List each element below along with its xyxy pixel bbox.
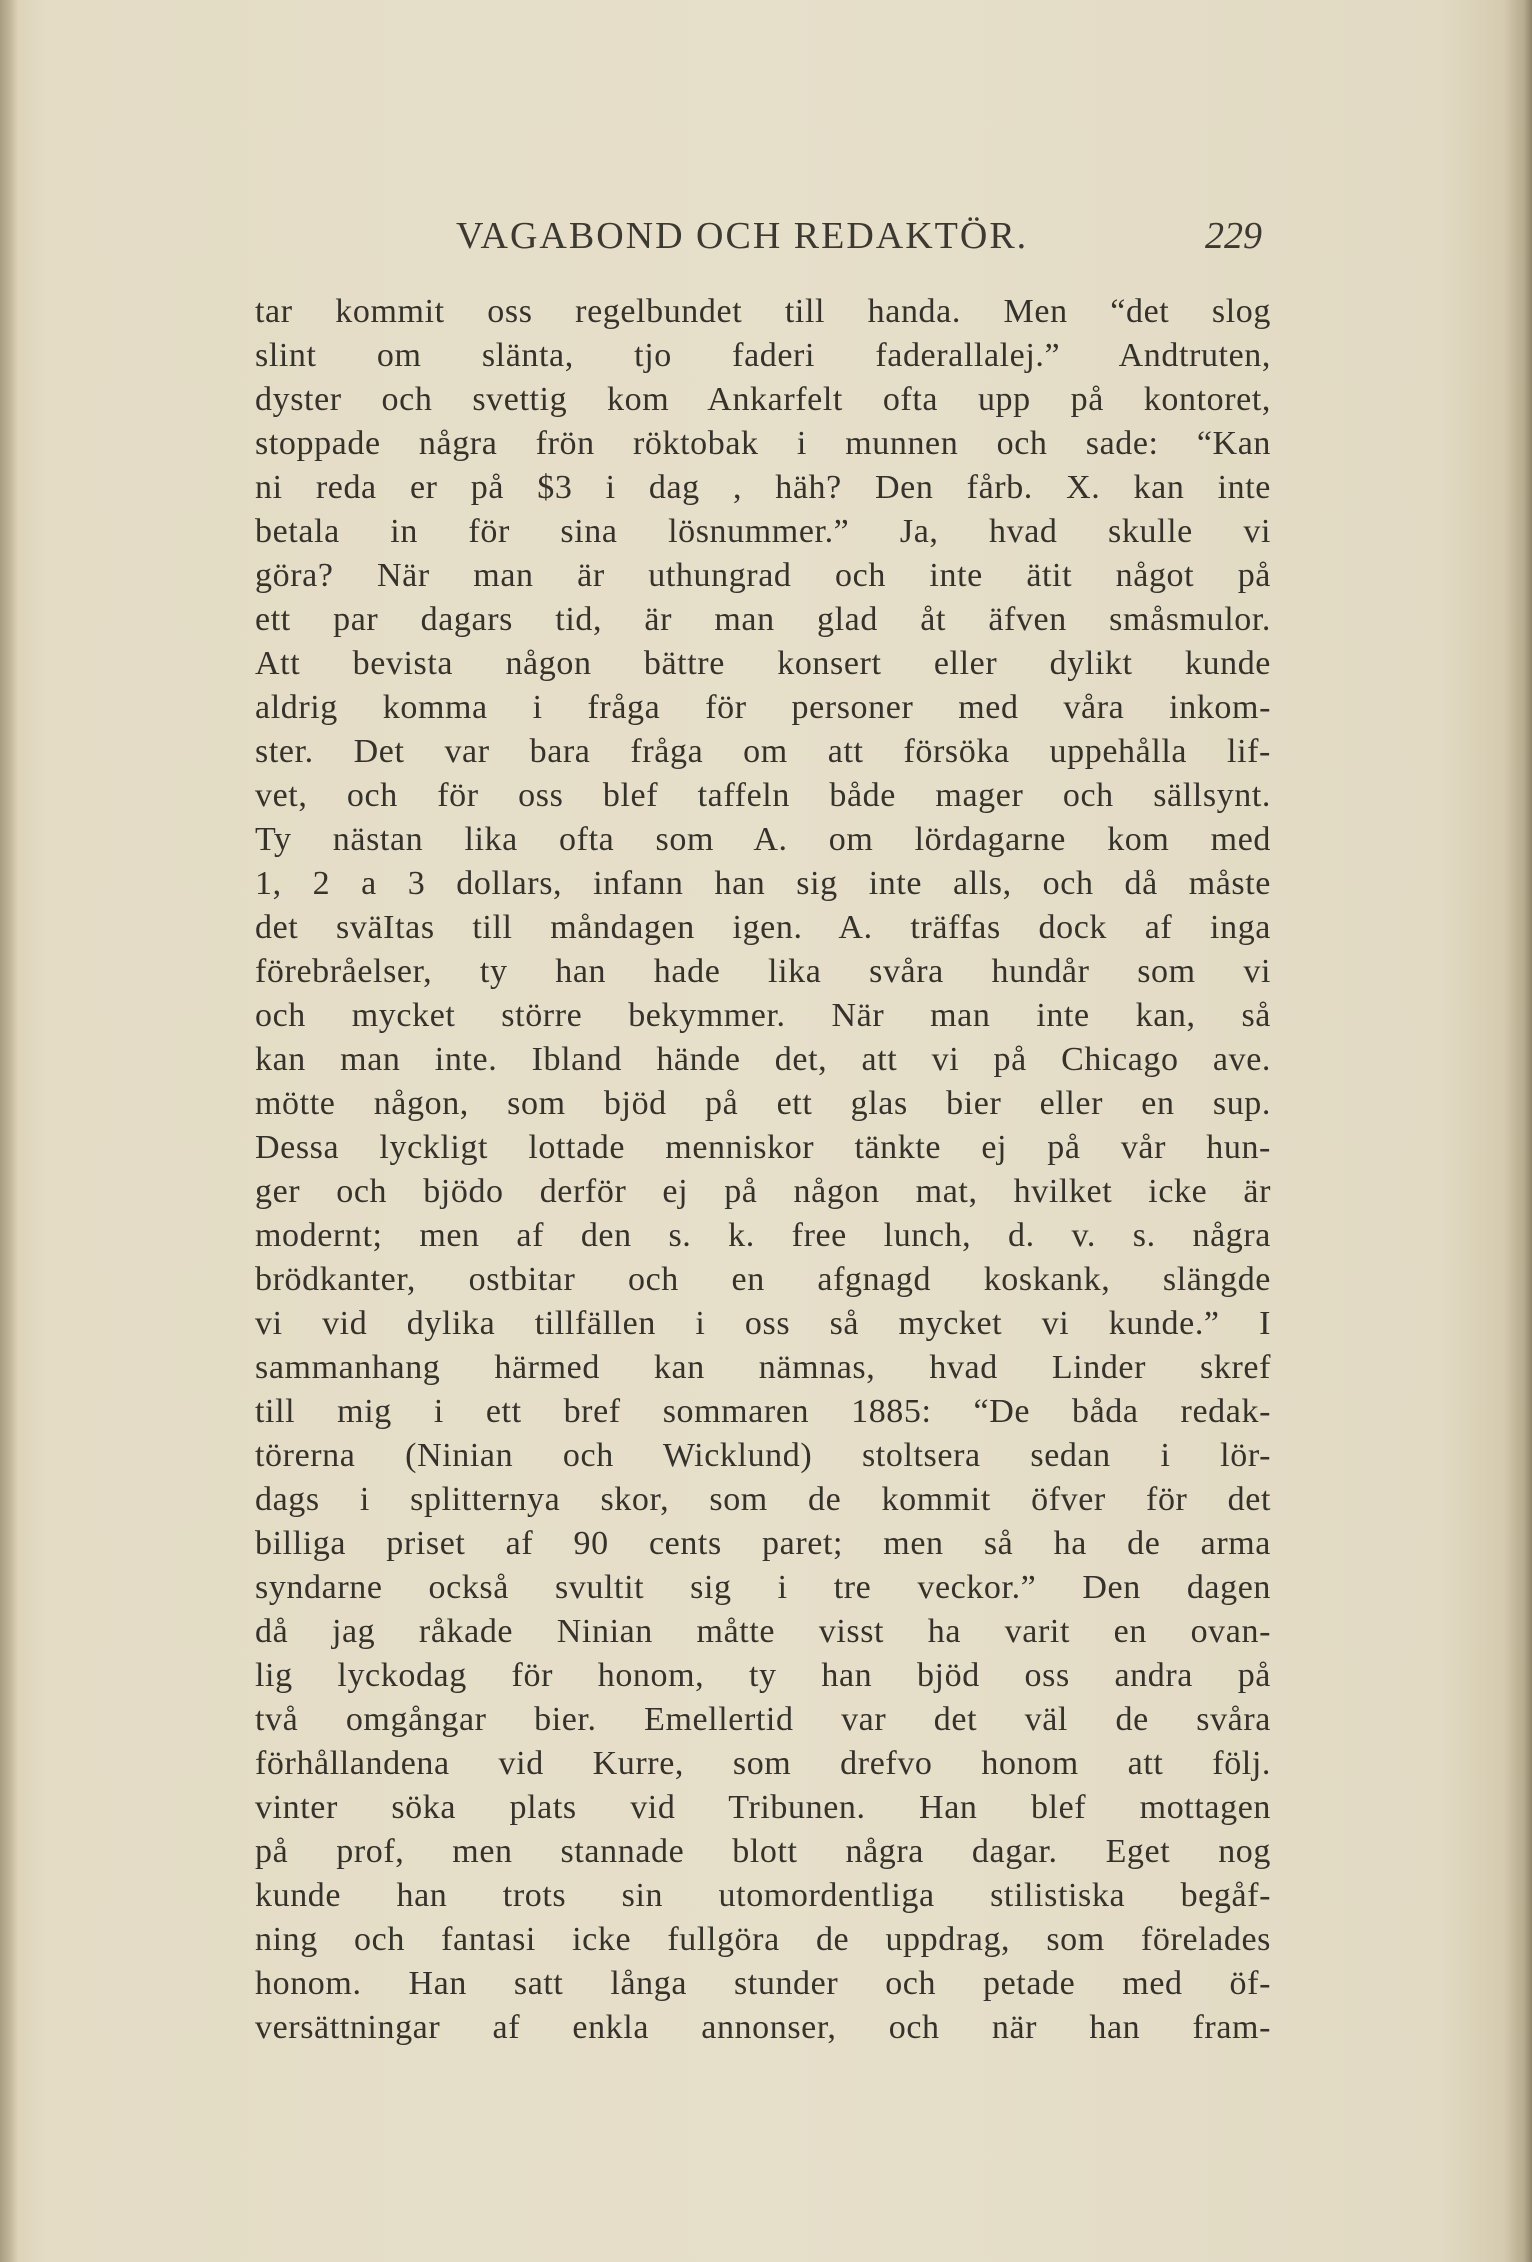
text-line: billiga priset af 90 cents paret; men så ha de arma — [255, 1525, 1271, 1562]
text-line: Att bevista någon bättre konsert eller dylikt kunde — [255, 645, 1271, 682]
text-line: tar kommit oss regelbundet till handa. Men “det slog — [255, 293, 1271, 330]
text-line: brödkanter, ostbitar och en afgnagd koskank, slängde — [255, 1261, 1271, 1298]
text-line: modernt; men af den s. k. free lunch, d. v. s. några — [255, 1217, 1271, 1254]
text-line: förhållandena vid Kurre, som drefvo honom att följ. — [255, 1745, 1271, 1782]
text-line: göra? När man är uthungrad och inte ätit något på — [255, 557, 1271, 594]
binding-shadow — [0, 0, 18, 2262]
text-line: sammanhang härmed kan nämnas, hvad Linder skref — [255, 1349, 1271, 1386]
text-line: ster. Det var bara fråga om att försöka uppehålla lif- — [255, 733, 1271, 770]
text-line: törerna (Ninian och Wicklund) stoltsera sedan i lör- — [255, 1437, 1271, 1474]
text-line: dyster och svettig kom Ankarfelt ofta upp på kontoret, — [255, 381, 1271, 418]
text-line: förebråelser, ty han hade lika svåra hundår som vi — [255, 953, 1271, 990]
text-line: betala in för sina lösnummer.” Ja, hvad skulle vi — [255, 513, 1271, 550]
page-number: 229 — [1205, 215, 1262, 257]
text-line: versättningar af enkla annonser, och när han fram- — [255, 2009, 1271, 2046]
text-line: stoppade några frön röktobak i munnen och sade: “Kan — [255, 425, 1271, 462]
text-line: då jag råkade Ninian måtte visst ha varit en ovan- — [255, 1613, 1271, 1650]
text-line: kan man inte. Ibland hände det, att vi på Chicago ave. — [255, 1041, 1271, 1078]
text-line: honom. Han satt långa stunder och petade med öf- — [255, 1965, 1271, 2002]
text-line: aldrig komma i fråga för personer med våra inkom- — [255, 689, 1271, 726]
text-line: ning och fantasi icke fullgöra de uppdrag, som förelades — [255, 1921, 1271, 1958]
text-line: och mycket större bekymmer. När man inte kan, så — [255, 997, 1271, 1034]
running-head — [262, 214, 1262, 270]
text-line: kunde han trots sin utomordentliga stilistiska begåf- — [255, 1877, 1271, 1914]
text-line: ett par dagars tid, är man glad åt äfven småsmulor. — [255, 601, 1271, 638]
text-line: dags i splitternya skor, som de kommit öfver för det — [255, 1481, 1271, 1518]
text-line: vet, och för oss blef taffeln både mager och sällsynt. — [255, 777, 1271, 814]
text-line: Ty nästan lika ofta som A. om lördagarne kom med — [255, 821, 1271, 858]
text-line: vi vid dylika tillfällen i oss så mycket vi kunde.” I — [255, 1305, 1271, 1342]
text-line: ger och bjödo derför ej på någon mat, hvilket icke är — [255, 1173, 1271, 1210]
body-text — [255, 290, 1271, 2050]
page-edge-shadow — [1504, 0, 1532, 2262]
text-line: till mig i ett bref sommaren 1885: “De båda redak- — [255, 1393, 1271, 1430]
text-line: ni reda er på $3 i dag , häh? Den fårb. X. kan inte — [255, 469, 1271, 506]
text-line: mötte någon, som bjöd på ett glas bier eller en sup. — [255, 1085, 1271, 1122]
text-line: det sväItas till måndagen igen. A. träffas dock af inga — [255, 909, 1271, 946]
text-line: på prof, men stannade blott några dagar. Eget nog — [255, 1833, 1271, 1870]
text-line: slint om slänta, tjo faderi faderallalej.” Andtruten, — [255, 337, 1271, 374]
text-line: syndarne också svultit sig i tre veckor.” Den dagen — [255, 1569, 1271, 1606]
running-head-title: VAGABOND OCH REDAKTÖR. — [456, 215, 1029, 257]
text-line: två omgångar bier. Emellertid var det väl de svåra — [255, 1701, 1271, 1738]
text-line: Dessa lyckligt lottade menniskor tänkte ej på vår hun- — [255, 1129, 1271, 1166]
text-line: vinter söka plats vid Tribunen. Han blef mottagen — [255, 1789, 1271, 1826]
text-line: lig lyckodag för honom, ty han bjöd oss andra på — [255, 1657, 1271, 1694]
text-line: 1, 2 a 3 dollars, infann han sig inte alls, och då måste — [255, 865, 1271, 902]
